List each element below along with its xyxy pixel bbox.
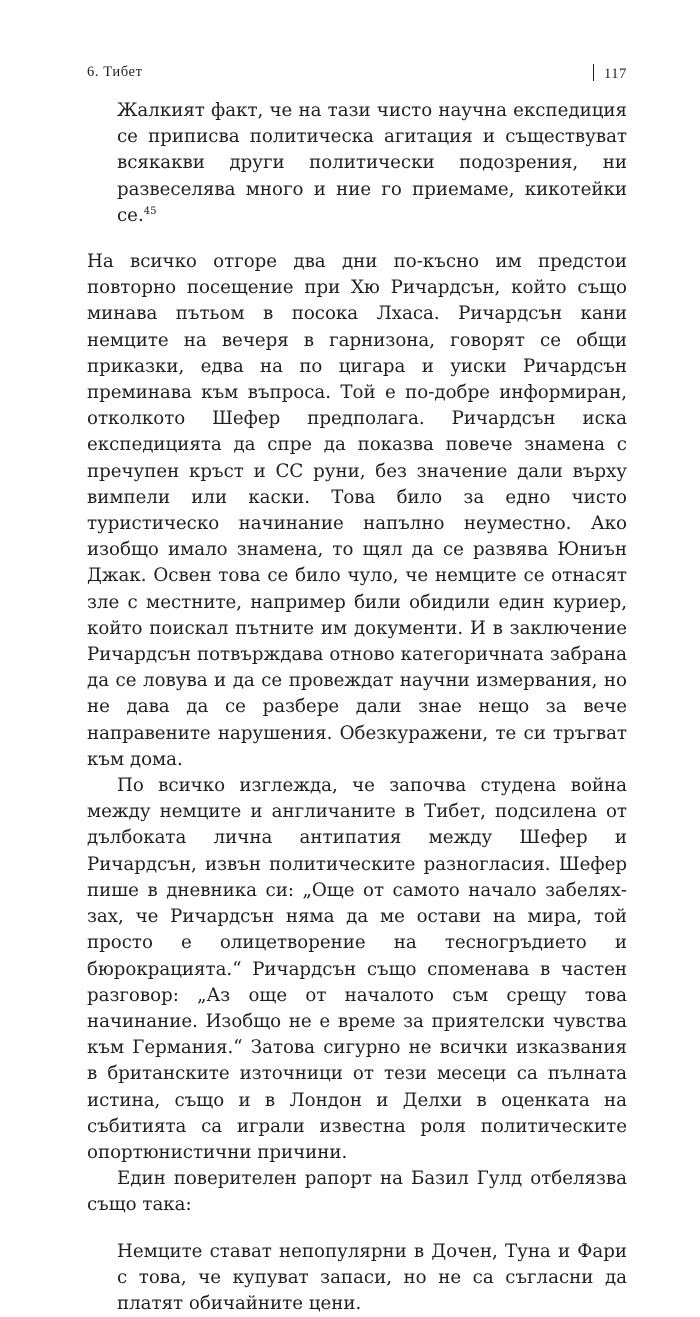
spacer [87,1219,627,1239]
block-quote-1-text: Жалкият факт, че на тази чисто научна експедиция се приписва политическа агитация и съществуват всякакви други политически подозрения, ни развеселява много и ние го приемаме, кикотейки се. [117,100,627,226]
spacer [87,229,627,249]
page-number: 117 [603,66,627,82]
running-header [87,64,627,84]
page-number-group [593,64,627,83]
chapter-title: 6. Тибет [87,64,143,80]
paragraph-3: Един поверителен рапорт на Базил Гулд отбелязва също така: [87,1168,627,1216]
header-separator [593,64,594,81]
paragraph-2: По всичко изглежда, че започва студена война между немците и англичаните в Тибет, подсилена от дълбоката лична антипатия между Шефер и Ричардсън, извън политическите разногласия. Шефер пише в дневника си: „Още от самото начало забеляхзах, че Ричардсън няма да ме остави на мира, той просто е олицетворение на тесногръдието и бюрокрацията.“ Ричардсън също споменава в частен разговор: „Аз още от началото съм срещу това начинание. Изобщо не е време за приятелски чувства към Германия.“ Затова сигурно не всички изказвания в британските източници от тези месеци са пълната истина, също и в Лондон и Делхи в оценката на събитията са играли известна роля политическите опортюнистични причини. [87,775,627,1163]
paragraph-1: На всичко отгоре два дни по-късно им предстои повторно посещение при Хю Ричардсън, който също минава пътьом в посока Лхаса. Ричардсън кани немците на вечеря в гарнизона, говорят се общи приказки, едва на по цигара и уиски Ричардсън преминава към въпроса. Той е по-добре информиран, отколкото Шефер предполага. Ричардсън иска експедицията да спре да показва повече знамена с пречупен кръст и СС руни, без значение дали върху вимпели или каски. Това било за едно чисто туристическо начинание напълно неуместно. Ако изобщо имало знамена, то щял да се развява Юниън Джак. Освен това се било чуло, че немците се отнасят зле с местните, например били обидили един куриер, който поискал пътните им документи. И в заключение Ричардсън потвърждава отново категоричната забрана да се ловува и да се провеждат научни измервания, но не дава да се разбере дали знае нещо за вече направените нарушения. Обезкуражени, те си тръгват към дома. [87,251,627,770]
block-quote-2: Немците стават непопулярни в Дочен, Туна и Фари с това, че купуват запаси, но не са съгласни да платят обичайните цени. [117,1240,627,1314]
footnote-marker: 45 [143,205,157,217]
text-area [87,98,627,1317]
block-quote-1 [87,98,627,229]
